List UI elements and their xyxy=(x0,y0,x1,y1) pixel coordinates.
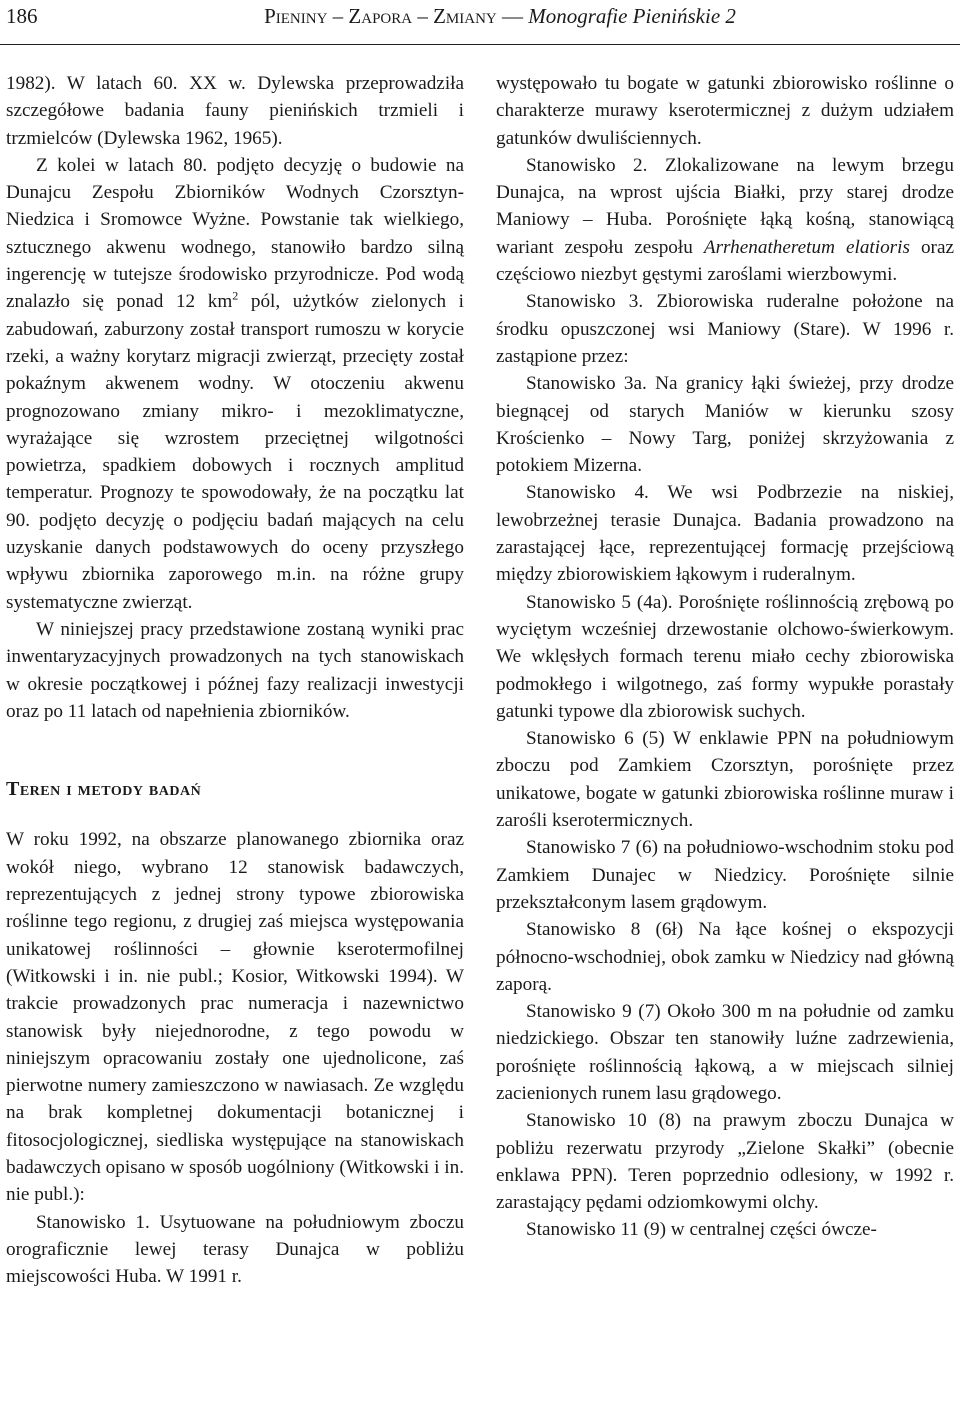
reservoir-text-part2: pól, użytków zielonych i zabudowań, zaburzony został transport rumoszu w korycie rzeki, a ważny korytarz migracji zwierząt, przecięty został pokaźnym akwenem wodny. W otoczeniu akwenu prognozowano zmiany mikro- i mezoklimatyczne, wyrażające się wzrostem przeciętnej wilgotności powietrza, spadkiem dobowych i rocznych amplitud temperatur. Prognozy te spowodowały, że na początku lat 90. podjęto decyzję o podjęciu badań mających na celu uzyskanie danych podstawowych do oceny przyszłego wpływu zbiornika zaporowego m.in. na różne grupy systematyczne zwierząt. xyxy=(6,291,465,613)
paragraph-reservoir-construction xyxy=(6,152,464,616)
left-column xyxy=(6,70,464,1290)
paragraph-station-7: Stanowisko 7 (6) na południowo-wschodnim stoku pod Zamkiem Dunajec w Niedzicy. Porośnięte silnie przekształconym lasem grądowym. xyxy=(496,837,954,913)
journal-title xyxy=(0,4,960,29)
species-name-italic: Arrhenatheretum elatioris xyxy=(703,236,910,258)
right-column xyxy=(496,70,954,1244)
paragraph-station-1: Stanowisko 1. Usytuowane na południowym zboczu orograficznie lewej terasy Dunajca w pobliżu miejscowości Huba. W 1991 r. xyxy=(6,1211,464,1288)
paragraph-station-10: Stanowisko 10 (8) na prawym zboczu Dunajca w pobliżu rezerwatu przyrody „Zielone Skałki” (obecnie enklawa PPN). Teren poprzednio odlesiony, w 1992 r. zarastający pędami odziomkowymi olchy. xyxy=(496,1110,954,1214)
paragraph-dylewska: 1982). W latach 60. XX w. Dylewska przeprowadziła szczegółowe badania fauny pienińskich trzmieli i trzmielców (Dylewska 1962, 1965). xyxy=(6,73,464,149)
paragraph-station-8: Stanowisko 8 (6ł) Na łące kośnej o ekspozycji północno-wschodniej, obok zamku w Niedzicy nad główną zaporą. xyxy=(496,919,954,995)
section-heading: Teren i metody badań xyxy=(6,778,202,801)
paragraph-station-6: Stanowisko 6 (5) W enklawie PPN na południowym zboczu pod Zamkiem Czorsztyn, porośnięte przez unikatowe, bogate w gatunki zbiorowiska roślinne muraw i zarośli kserotermicznych. xyxy=(496,728,954,832)
journal-separator: — xyxy=(496,4,529,28)
page-number: 186 xyxy=(6,4,38,28)
paragraph-station-4: Stanowisko 4. We wsi Podbrzezie na niskiej, lewobrzeżnej terasie Dunajca. Badania prowadzono na zarastającej łące, reprezentującej formację przejściową między zbiorowiskiem łąkowym i ruderalnym. xyxy=(496,482,954,586)
station-2-text-part1: Stanowisko 2. Zlokalizowane na lewym brzegu Dunajca, na wprost ujścia Białki, przy starej drodze Maniowy – Huba. Porośnięte łąką kośną, stanowiącą wariant zespołu zespołu xyxy=(496,154,954,258)
paragraph-station-3a: Stanowisko 3a. Na granicy łąki świeżej, przy drodze biegnącej od starych Maniów w kierunku szosy Krościenko – Nowy Targ, poniżej skrzyżowania z potokiem Mizerna. xyxy=(496,373,954,477)
paragraph-station-1-continued: występowało tu bogate w gatunki zbiorowisko roślinne o charakterze murawy kserotermicznej z dużym udziałem gatunków dwuliściennych. xyxy=(496,73,954,149)
paragraph-station-3: Stanowisko 3. Zbiorowiska ruderalne położone na środku opuszczonej wsi Maniowy (Stare). W 1996 r. zastąpione przez: xyxy=(496,291,954,367)
paragraph-station-9: Stanowisko 9 (7) Około 300 m na południe od zamku niedzickiego. Obszar ten stanowiły luźne zadrzewienia, porośnięte roślinnością łąkową, a w miejscach silniej zacienionych runem lasu grądowego. xyxy=(496,1001,954,1104)
running-header xyxy=(0,0,960,45)
journal-series-name: Pieniny – Zapora – Zmiany xyxy=(264,4,497,28)
paragraph-station-2 xyxy=(496,152,954,288)
station-2-text-part2: oraz częściowo niezbyt gęstymi zaroślami wierzbowymi. xyxy=(496,236,954,286)
paragraph-station-5: Stanowisko 5 (4a). Porośnięte roślinnością zrębową po wyciętym wcześniej drzewostanie olchowo-świerkowym. We wklęsłych formach terenu miało cechy zbiorowiska podmokłego i wilgotnego, zaś formy wypukłe porastały gatunki typowe dla zbiorowisk suchych. xyxy=(496,591,954,722)
paragraph-present-work: W niniejszej pracy przedstawione zostaną wyniki prac inwentaryzacyjnych prowadzonych na tych stanowiskach w okresie początkowej i późnej fazy realizacji inwestycji oraz po 11 latach od napełnienia zbiorników. xyxy=(6,618,464,722)
paragraph-methods: W roku 1992, na obszarze planowanego zbiornika oraz wokół niego, wybrano 12 stanowisk badawczych, reprezentujących z jednej strony typowe zbiorowiska roślinne tego regionu, z drugiej zaś miejsca występowania unikatowej roślinności – głownie kserotermofilnej (Witkowski i in. nie publ.; Kosior, Witkowski 1994). W trakcie prowadzonych prac numeracja i nazewnictwo stanowisk były niejednorodne, z tego powodu w niniejszym opracowaniu zostały one ujednolicone, zaś pierwotne numery zamieszczono w nawiasach. Ze względu na brak kompletnej dokumentacji botanicznej i fitosocjologicznej, siedliska występujące na stanowiskach badawczych opisano w sposób uogólniony (Witkowski i in. nie publ.): xyxy=(6,829,464,1206)
journal-volume-name: Monografie Pienińskie 2 xyxy=(528,4,736,28)
reservoir-text-part1: Z kolei w latach 80. podjęto decyzję o budowie na Dunajcu Zespołu Zbiorników Wodnych Czorsztyn-Niedzica i Sromowce Wyżne. Powstanie tak wielkiego, sztucznego akwenu wodnego, stanowiło bardzo silną ingerencję w tutejsze środowisko przyrodnicze. Pod wodą znalazło się ponad 12 km xyxy=(6,154,464,313)
paragraph-station-11: Stanowisko 11 (9) w centralnej części ówcze- xyxy=(526,1219,877,1241)
superscript-squared: 2 xyxy=(232,288,239,303)
